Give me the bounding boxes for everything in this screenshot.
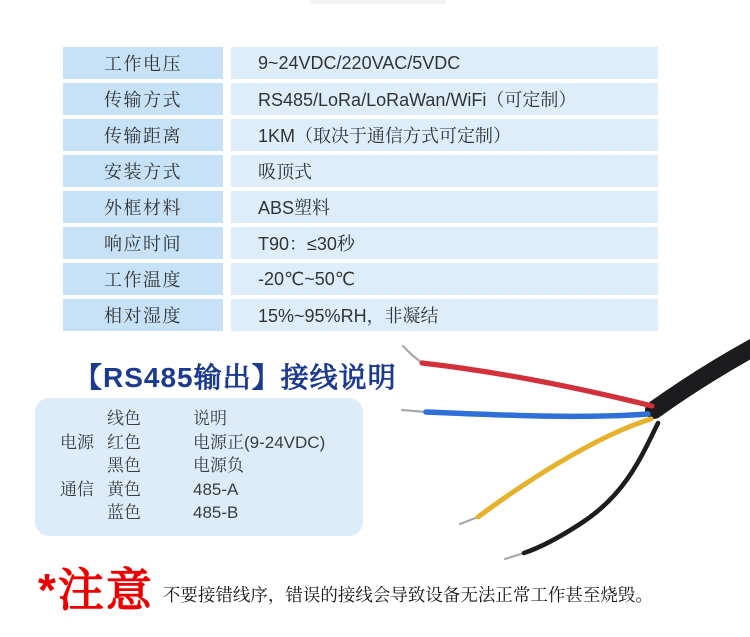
black-wire-tip [505,553,524,559]
cable-wires-image [380,330,750,575]
wiring-color: 红色 [107,432,141,452]
warning-prefix: *注意 [38,564,154,616]
wiring-color: 蓝色 [107,503,141,522]
spec-label: 工作电压 [63,47,223,79]
spec-value: 吸顶式 [231,155,658,187]
spec-label: 传输距离 [63,119,223,151]
spec-label: 传输方式 [63,83,223,115]
table-row [63,263,658,295]
table-row [63,83,658,115]
wiring-color: 黑色 [107,456,141,475]
wiring-legend-box [35,398,363,536]
wiring-color-header: 线色 [107,409,141,428]
wiring-group [60,407,107,431]
table-row [63,191,658,223]
cable-sheath [654,346,750,410]
table-row [63,47,658,79]
spec-table [63,47,658,335]
wiring-desc: 电源正(9-24VDC) [193,432,326,452]
wiring-group [60,501,107,525]
spec-value: 15%~95%RH，非凝结 [231,299,658,331]
spec-value: -20℃~50℃ [231,263,658,295]
yellow-wire [478,419,651,517]
warning-text: 不要接错线序，错误的接线会导致设备无法正常工作甚至烧毁。 [162,585,653,606]
wiring-desc-header: 说明 [193,409,227,428]
wiring-group: 通信 [60,479,94,499]
cropped-banner-remnant [310,0,446,4]
blue-wire-tip [402,410,426,412]
spec-value: ABS塑料 [231,191,658,223]
spec-value: 9~24VDC/220VAC/5VDC [231,47,658,79]
spec-value: RS485/LoRa/LoRaWan/WiFi（可定制） [231,83,658,115]
wiring-color: 黄色 [107,479,141,499]
wiring-desc: 485-A [193,479,239,499]
spec-label: 安装方式 [63,155,223,187]
wiring-desc: 485-B [193,503,239,522]
spec-value: T90：≤30秒 [231,227,658,259]
spec-label: 工作温度 [63,263,223,295]
yellow-wire-tip [460,517,478,524]
table-row [63,155,658,187]
wiring-group: 电源 [60,432,94,452]
red-wire-tip [403,346,422,363]
wiring-section-title: 【RS485输出】接线说明 [74,362,397,393]
table-row [63,227,658,259]
table-row [63,299,658,331]
spec-label: 外框材料 [63,191,223,223]
red-wire [422,363,652,406]
wiring-desc: 电源负 [193,456,244,475]
spec-label: 响应时间 [63,227,223,259]
blue-wire [426,412,648,416]
spec-label: 相对湿度 [63,299,223,331]
warning-row [38,566,653,614]
wiring-table [60,407,355,525]
spec-value: 1KM（取决于通信方式可定制） [231,119,658,151]
table-row [63,119,658,151]
wiring-group [60,454,107,478]
